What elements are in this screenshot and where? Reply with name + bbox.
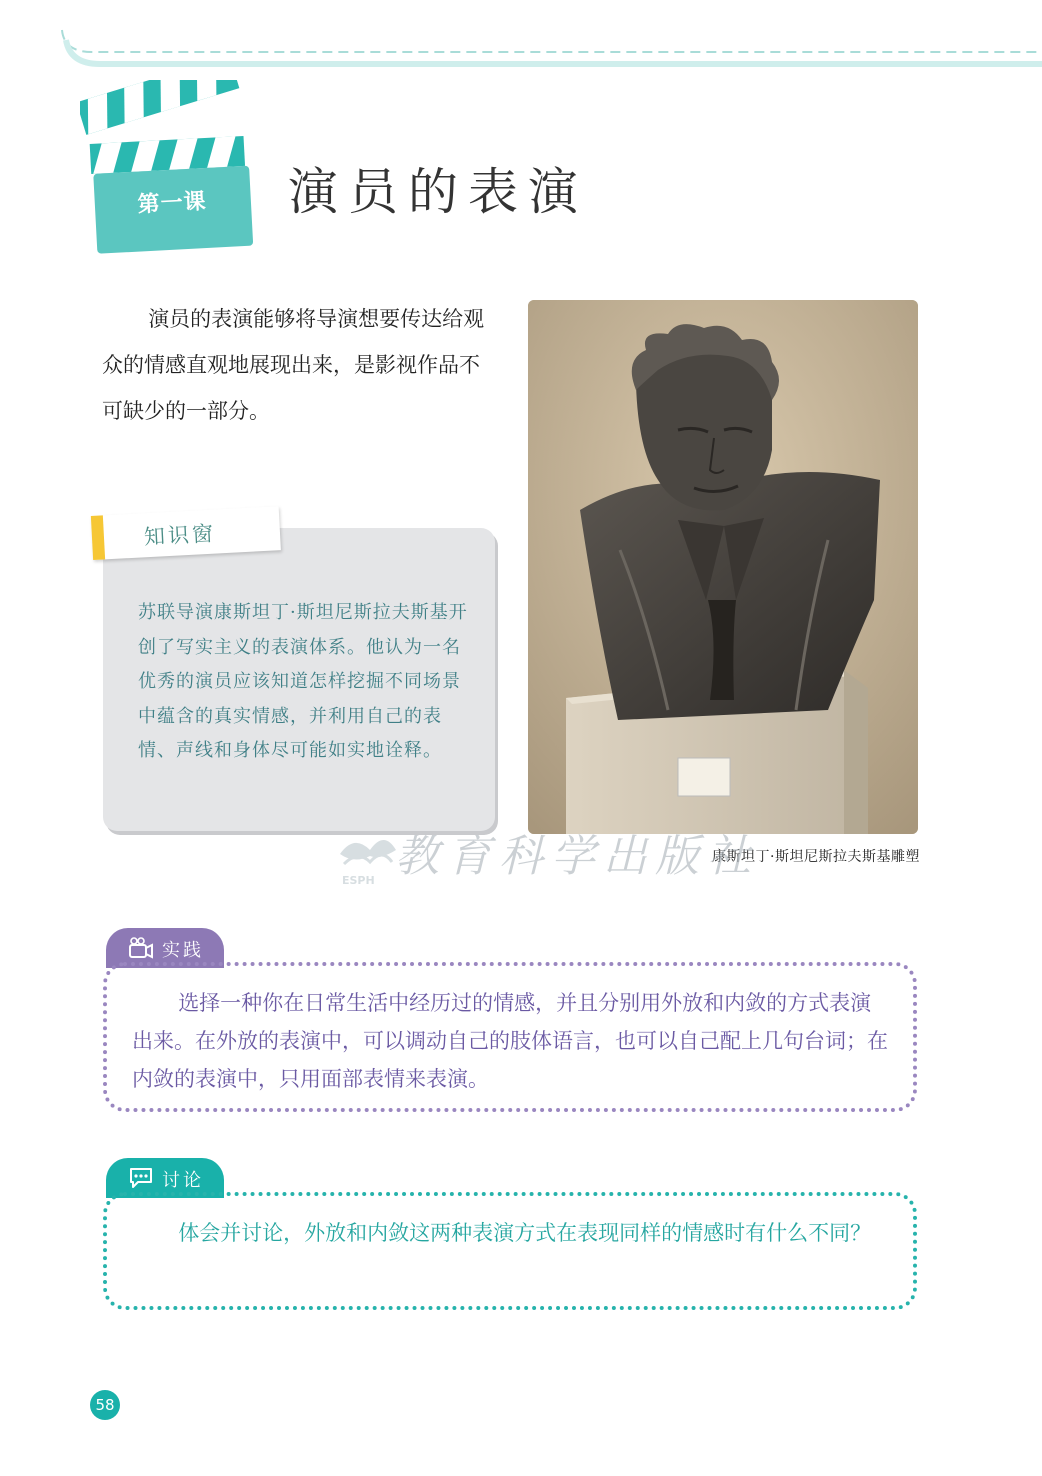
discussion-text: 体会并讨论，外放和内敛这两种表演方式在表现同样的情感时有什么不同？ (178, 1221, 872, 1245)
camera-icon (128, 937, 154, 959)
clapperboard-icon (80, 80, 255, 260)
logo-text: ESPH (342, 874, 375, 887)
top-decoration (0, 0, 1042, 80)
lesson-label: 第一课 (136, 189, 208, 218)
bust-sculpture-photo (528, 300, 918, 834)
page-title: 演员的表演 (288, 163, 588, 221)
knowledge-window-label: 知识窗 (143, 521, 217, 550)
intro-paragraph: 演员的表演能够将导演想要传达给观众的情感直观地展现出来，是影视作品不可缺少的一部分。 (102, 307, 485, 423)
knowledge-window-text: 苏联导演康斯坦丁·斯坦尼斯拉夫斯基开创了写实主义的表演体系。他认为一名优秀的演员应该知道怎样挖掘不同场景中蕴含的真实情感，并利用自己的表情、声线和身体尽可能如实地诠释。 (138, 602, 468, 761)
chat-bubble-icon (128, 1167, 154, 1189)
discussion-label: 讨论 (162, 1170, 204, 1191)
page-number: 58 (90, 1390, 120, 1420)
photo-caption: 康斯坦丁·斯坦尼斯拉夫斯基雕塑 (712, 849, 920, 865)
practice-label: 实践 (162, 940, 204, 961)
watermark-text: 教育科学出版社 (395, 831, 759, 882)
practice-text: 选择一种你在日常生活中经历过的情感，并且分别用外放和内敛的方式表演出来。在外放的表演中，可以调动自己的肢体语言，也可以自己配上几句台词；在内敛的表演中，只用面部表情来表演。 (132, 991, 888, 1091)
